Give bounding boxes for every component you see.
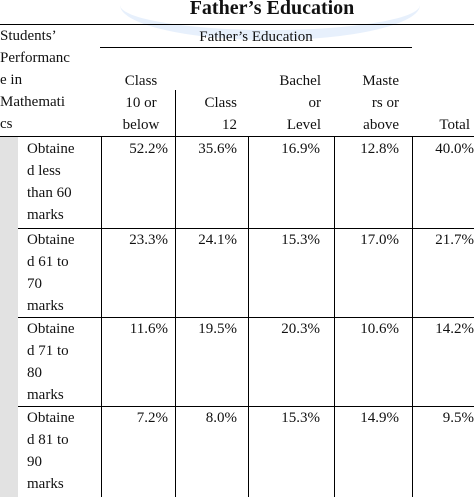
table-cell: 23.3% [129, 232, 168, 248]
table-cell: 16.9% [281, 141, 320, 157]
table-cell: 14.2% [435, 321, 474, 337]
table-cell: 11.6% [129, 321, 168, 337]
table-cell: 19.5% [198, 321, 237, 337]
col-line-1 [101, 137, 102, 497]
table-cell: 20.3% [281, 321, 320, 337]
col-line-3 [248, 137, 249, 497]
table-cell: 24.1% [198, 232, 237, 248]
row-label: Obtaine d 71 to 80 marks [27, 321, 75, 403]
table-cell: 15.3% [281, 232, 320, 248]
table-cell: 35.6% [198, 141, 237, 157]
table-cell: 21.7% [435, 232, 474, 248]
header-bottom-rule [0, 136, 474, 137]
table-cell: 40.0% [435, 141, 474, 157]
col-header-total: Total [439, 117, 470, 133]
table-cell: 9.5% [442, 410, 474, 426]
row-label: Obtaine d 61 to 70 marks [27, 232, 75, 314]
col-header-class10: Class 10 or below [122, 73, 160, 133]
col-line-4 [334, 137, 335, 497]
row-label: Obtaine d 81 to 90 marks [27, 410, 75, 492]
table-cell: 12.8% [360, 141, 399, 157]
page-title: Father’s Education [189, 0, 355, 19]
table-cell: 52.2% [129, 141, 168, 157]
table-cell: 15.3% [281, 410, 320, 426]
table-cell: 17.0% [360, 232, 399, 248]
col-line-5 [412, 137, 413, 497]
table-cell: 14.9% [360, 410, 399, 426]
group-header-label: Father’s Education [199, 29, 313, 45]
row-header-label: Students’ Performanc e in Mathemati cs [0, 28, 70, 132]
table-cell: 7.2% [136, 410, 168, 426]
table-cell: 10.6% [360, 321, 399, 337]
col-header-bachelor: Bachel or Level [279, 73, 321, 133]
row-header-shade [0, 137, 18, 497]
col-header-class12: Class 12 [204, 95, 237, 133]
col-header-masters: Maste rs or above [362, 73, 399, 133]
row-label: Obtaine d less than 60 marks [27, 141, 75, 223]
table-cell: 8.0% [205, 410, 237, 426]
